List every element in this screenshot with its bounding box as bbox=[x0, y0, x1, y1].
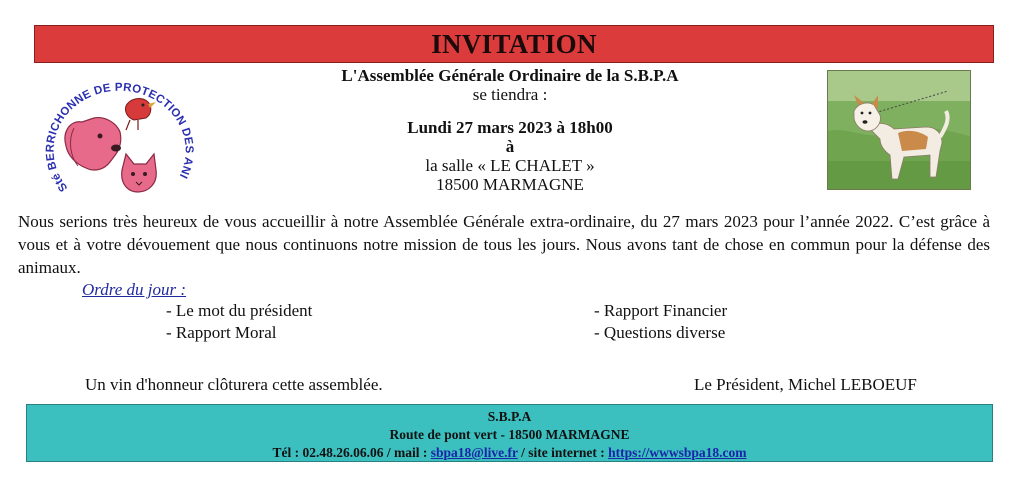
president-signature: Le Président, Michel LEBOEUF bbox=[694, 375, 917, 394]
invitation-paragraph: Nous serions très heureux de vous accueillir à notre Assemblée Générale extra-ordinaire, du 27 mars 2023 pour l’année 2022. C’est grâce à vous et à votre dévouement que nous continuons notre mission de tous les jours. Nous avons tant de chose en commun pour la défense des animaux. bbox=[18, 212, 990, 277]
footer-tel: Tél : 02.48.26.06.06 / mail : bbox=[272, 445, 431, 460]
invitation-title: INVITATION bbox=[431, 28, 597, 59]
will-be-held-text: se tiendra : bbox=[472, 85, 548, 104]
logo-arc-text: Sté BERRICHONNE DE PROTECTION DES ANI bbox=[44, 81, 195, 194]
agenda-item: - Rapport Moral bbox=[166, 323, 277, 342]
footer-org: S.B.P.A bbox=[487, 409, 532, 424]
dog-photo bbox=[827, 70, 971, 190]
invitation-banner bbox=[34, 25, 994, 63]
at-text: à bbox=[505, 137, 515, 156]
sbpa-logo bbox=[30, 70, 198, 206]
venue-name: la salle « LE CHALET » bbox=[425, 156, 595, 175]
agenda-item: - Le mot du président bbox=[166, 301, 313, 320]
assembly-heading: L'Assemblée Générale Ordinaire de la S.B.P.A bbox=[341, 66, 679, 85]
website-link[interactable]: https://wwwsbpa18.com bbox=[608, 445, 747, 460]
agenda-item: - Rapport Financier bbox=[594, 301, 728, 320]
footer-contact-line bbox=[27, 444, 992, 462]
venue-city: 18500 MARMAGNE bbox=[436, 175, 584, 194]
footer-address: Route de pont vert - 18500 MARMAGNE bbox=[389, 427, 630, 442]
reception-note: Un vin d'honneur clôturera cette assemblée. bbox=[85, 375, 383, 394]
footer-site-label: / site internet : bbox=[517, 445, 609, 460]
agenda-item: - Questions diverse bbox=[594, 323, 726, 342]
event-details bbox=[260, 66, 760, 194]
email-link[interactable]: sbpa18@live.fr bbox=[430, 445, 518, 460]
agenda-title: Ordre du jour : bbox=[82, 280, 187, 299]
contact-footer bbox=[26, 404, 993, 462]
event-date: Lundi 27 mars 2023 à 18h00 bbox=[407, 118, 613, 137]
